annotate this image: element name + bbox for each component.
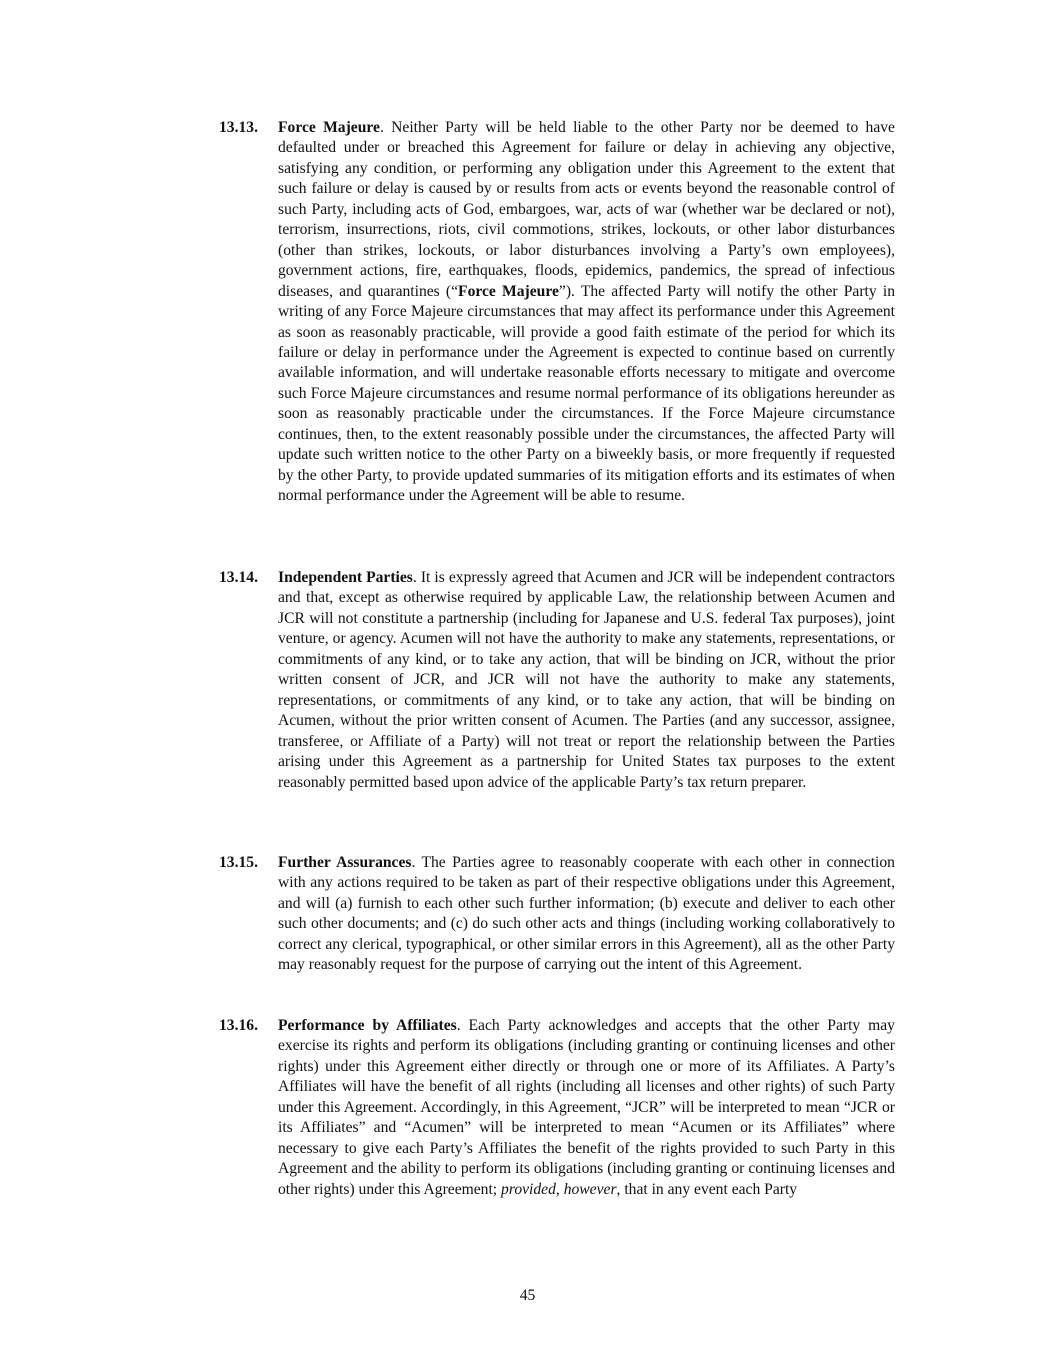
section-text: . Neither Party will be held liable to the other Party nor be deemed to have defaulted under or breached this Agreement for failure or delay in achieving any objective, satisfying any condition, or performing any obligation under this Agreement to the extent that such failure or delay is caused by or results from acts or events beyond the reasonable control of such Party, including acts of God, embargoes, war, acts of war (whether war be declared or not), terrorism, insurrections, riots, civil commotions, strikes, lockouts, or other labor disturbances (other than strikes, lockouts, or labor disturbances involving a Party’s own employees), government actions, fire, earthquakes, floods, epidemics, pandemics, the spread of infectious diseases, and quarantines (“ bbox=[278, 119, 895, 300]
section-text: , that in any event each Party bbox=[616, 1180, 798, 1198]
section-heading: Performance by Affiliates bbox=[278, 1017, 457, 1034]
defined-term: Force Majeure bbox=[458, 282, 559, 300]
section-heading: Further Assurances bbox=[278, 854, 412, 871]
page-number: 45 bbox=[519, 1287, 536, 1304]
section-number: 13.15. bbox=[219, 854, 258, 871]
section-text: , bbox=[555, 1180, 564, 1198]
section-number: 13.14. bbox=[219, 569, 258, 586]
section-text: . Each Party acknowledges and accepts that the other Party may exercise its rights and perform its obligations (including granting or continuing licenses and other rights) under this Agreement either directly or through one or more of its Affiliates. A Party’s Affiliates will have the benefit of all rights (including all licenses and other rights) of such Party under this Agreement. Accordingly, in this Agreement, “JCR” will be interpreted to mean “JCR or its Affiliates” and “Acumen” will be interpreted to mean “Acumen or its Affiliates” where necessary to give each Party’s Affiliates the benefit of the rights provided to such Party in this Agreement and the ability to perform its obligations (including granting or continuing licenses and other rights) under this Agreement; bbox=[278, 1017, 895, 1198]
section-body bbox=[278, 118, 895, 507]
section-13-16-performance-by-affiliates bbox=[219, 1016, 895, 1200]
section-text: ”). The affected Party will notify the other Party in writing of any Force Majeure circumstances that may affect its performance under this Agreement as soon as reasonably practicable, will provide a good faith estimate of the period for which its failure or delay in performance under the Agreement is expected to continue based on currently available information, and will undertake reasonable efforts necessary to mitigate and overcome such Force Majeure circumstances and resume normal performance of its obligations hereunder as soon as reasonably practicable under the circumstances. If the Force Majeure circumstance continues, then, to the extent reasonably possible under the circumstances, the affected Party will update such written notice to the other Party on a biweekly basis, or more frequently if requested by the other Party, to provide updated summaries of its mitigation efforts and its estimates of when normal performance under the Agreement will be able to resume. bbox=[278, 282, 895, 505]
section-body bbox=[278, 568, 895, 793]
section-13-13-force-majeure bbox=[219, 118, 895, 507]
section-13-14-independent-parties bbox=[219, 568, 895, 793]
section-number: 13.13. bbox=[219, 119, 258, 136]
section-body bbox=[278, 853, 895, 976]
section-text: . It is expressly agreed that Acumen and JCR will be independent contractors and that, except as otherwise required by applicable Law, the relationship between Acumen and JCR will not constitute a partnership (including for Japanese and U.S. federal Tax purposes), joint venture, or agency. Acumen will not have the authority to make any statements, representations, or commitments of any kind, or to take any action, that will be binding on JCR, without the prior written consent of JCR, and JCR will not have the authority to make any statements, representations, or commitments of any kind, or to take any action, that will be binding on Acumen, without the prior written consent of Acumen. The Parties (and any successor, assignee, transferee, or Affiliate of a Party) will not treat or report the relationship between the Parties arising under this Agreement as a partnership for United States tax purposes to the extent reasonably permitted based upon advice of the applicable Party’s tax return preparer. bbox=[278, 569, 895, 791]
section-text: . The Parties agree to reasonably cooperate with each other in connection with any actions required to be taken as part of their respective obligations under this Agreement, and will (a) furnish to each other such further information; (b) execute and deliver to each other such other documents; and (c) do such other acts and things (including working collaboratively to correct any clerical, typographical, or other similar errors in this Agreement), all as the other Party may reasonably request for the purpose of carrying out the intent of this Agreement. bbox=[278, 854, 895, 974]
section-number: 13.16. bbox=[219, 1017, 258, 1034]
section-heading: Force Majeure bbox=[278, 119, 380, 136]
section-13-15-further-assurances bbox=[219, 853, 895, 976]
italic-term-provided: provided bbox=[501, 1180, 556, 1198]
section-heading: Independent Parties bbox=[278, 569, 413, 586]
italic-term-however: however bbox=[563, 1180, 617, 1198]
section-body bbox=[278, 1016, 895, 1200]
